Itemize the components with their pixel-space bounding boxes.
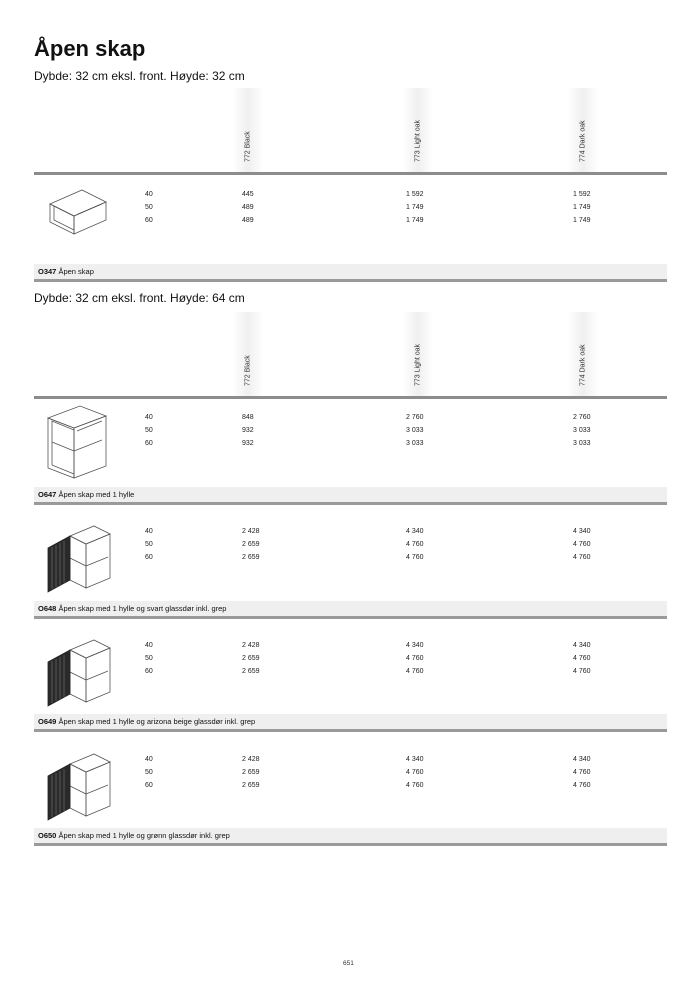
table-row: 60 489 1 749 1 749 bbox=[145, 217, 591, 224]
product-code: O650 bbox=[38, 831, 57, 840]
column-header-light-oak: 773 Light oak bbox=[403, 88, 433, 173]
table-row: 40 848 2 760 2 760 bbox=[145, 414, 591, 421]
column-header-black: 772 Black bbox=[233, 312, 263, 397]
section-subtitle: Dybde: 32 cm eksl. front. Høyde: 64 cm bbox=[34, 291, 245, 305]
table-row: 60 932 3 033 3 033 bbox=[145, 440, 591, 447]
table-row: 50 489 1 749 1 749 bbox=[145, 204, 591, 211]
product-footer bbox=[34, 487, 667, 505]
table-row: 50 2 659 4 760 4 760 bbox=[145, 769, 591, 776]
product-code: O347 bbox=[38, 267, 57, 276]
table-row: 50 2 659 4 760 4 760 bbox=[145, 541, 591, 548]
product-code: O647 bbox=[38, 490, 57, 499]
column-header-dark-oak: 774 Dark oak bbox=[568, 312, 598, 397]
table-row: 50 932 3 033 3 033 bbox=[145, 427, 591, 434]
header-divider bbox=[34, 172, 667, 175]
column-header-light-oak: 773 Light oak bbox=[403, 312, 433, 397]
product-name: Åpen skap med 1 hylle og svart glassdør inkl. grep bbox=[58, 604, 227, 613]
product-name: Åpen skap med 1 hylle bbox=[58, 490, 135, 499]
product-name: Åpen skap bbox=[58, 267, 94, 276]
table-row: 60 2 659 4 760 4 760 bbox=[145, 782, 591, 789]
table-row: 40 2 428 4 340 4 340 bbox=[145, 528, 591, 535]
product-name: Åpen skap med 1 hylle og arizona beige glassdør inkl. grep bbox=[58, 717, 256, 726]
product-footer bbox=[34, 264, 667, 282]
column-header-black: 772 Black bbox=[233, 88, 263, 173]
product-code: O649 bbox=[38, 717, 57, 726]
table-row: 40 2 428 4 340 4 340 bbox=[145, 756, 591, 763]
table-row: 50 2 659 4 760 4 760 bbox=[145, 655, 591, 662]
table-row: 40 445 1 592 1 592 bbox=[145, 191, 591, 198]
header-divider bbox=[34, 396, 667, 399]
product-name: Åpen skap med 1 hylle og grønn glassdør inkl. grep bbox=[58, 831, 230, 840]
product-footer bbox=[34, 828, 667, 846]
section-subtitle: Dybde: 32 cm eksl. front. Høyde: 32 cm bbox=[34, 69, 245, 83]
table-row: 60 2 659 4 760 4 760 bbox=[145, 668, 591, 675]
table-row: 60 2 659 4 760 4 760 bbox=[145, 554, 591, 561]
page-number: 651 bbox=[343, 960, 354, 967]
product-code: O648 bbox=[38, 604, 57, 613]
product-footer bbox=[34, 601, 667, 619]
product-footer bbox=[34, 714, 667, 732]
table-row: 40 2 428 4 340 4 340 bbox=[145, 642, 591, 649]
page-title: Åpen skap bbox=[34, 36, 146, 61]
column-header-dark-oak: 774 Dark oak bbox=[568, 88, 598, 173]
